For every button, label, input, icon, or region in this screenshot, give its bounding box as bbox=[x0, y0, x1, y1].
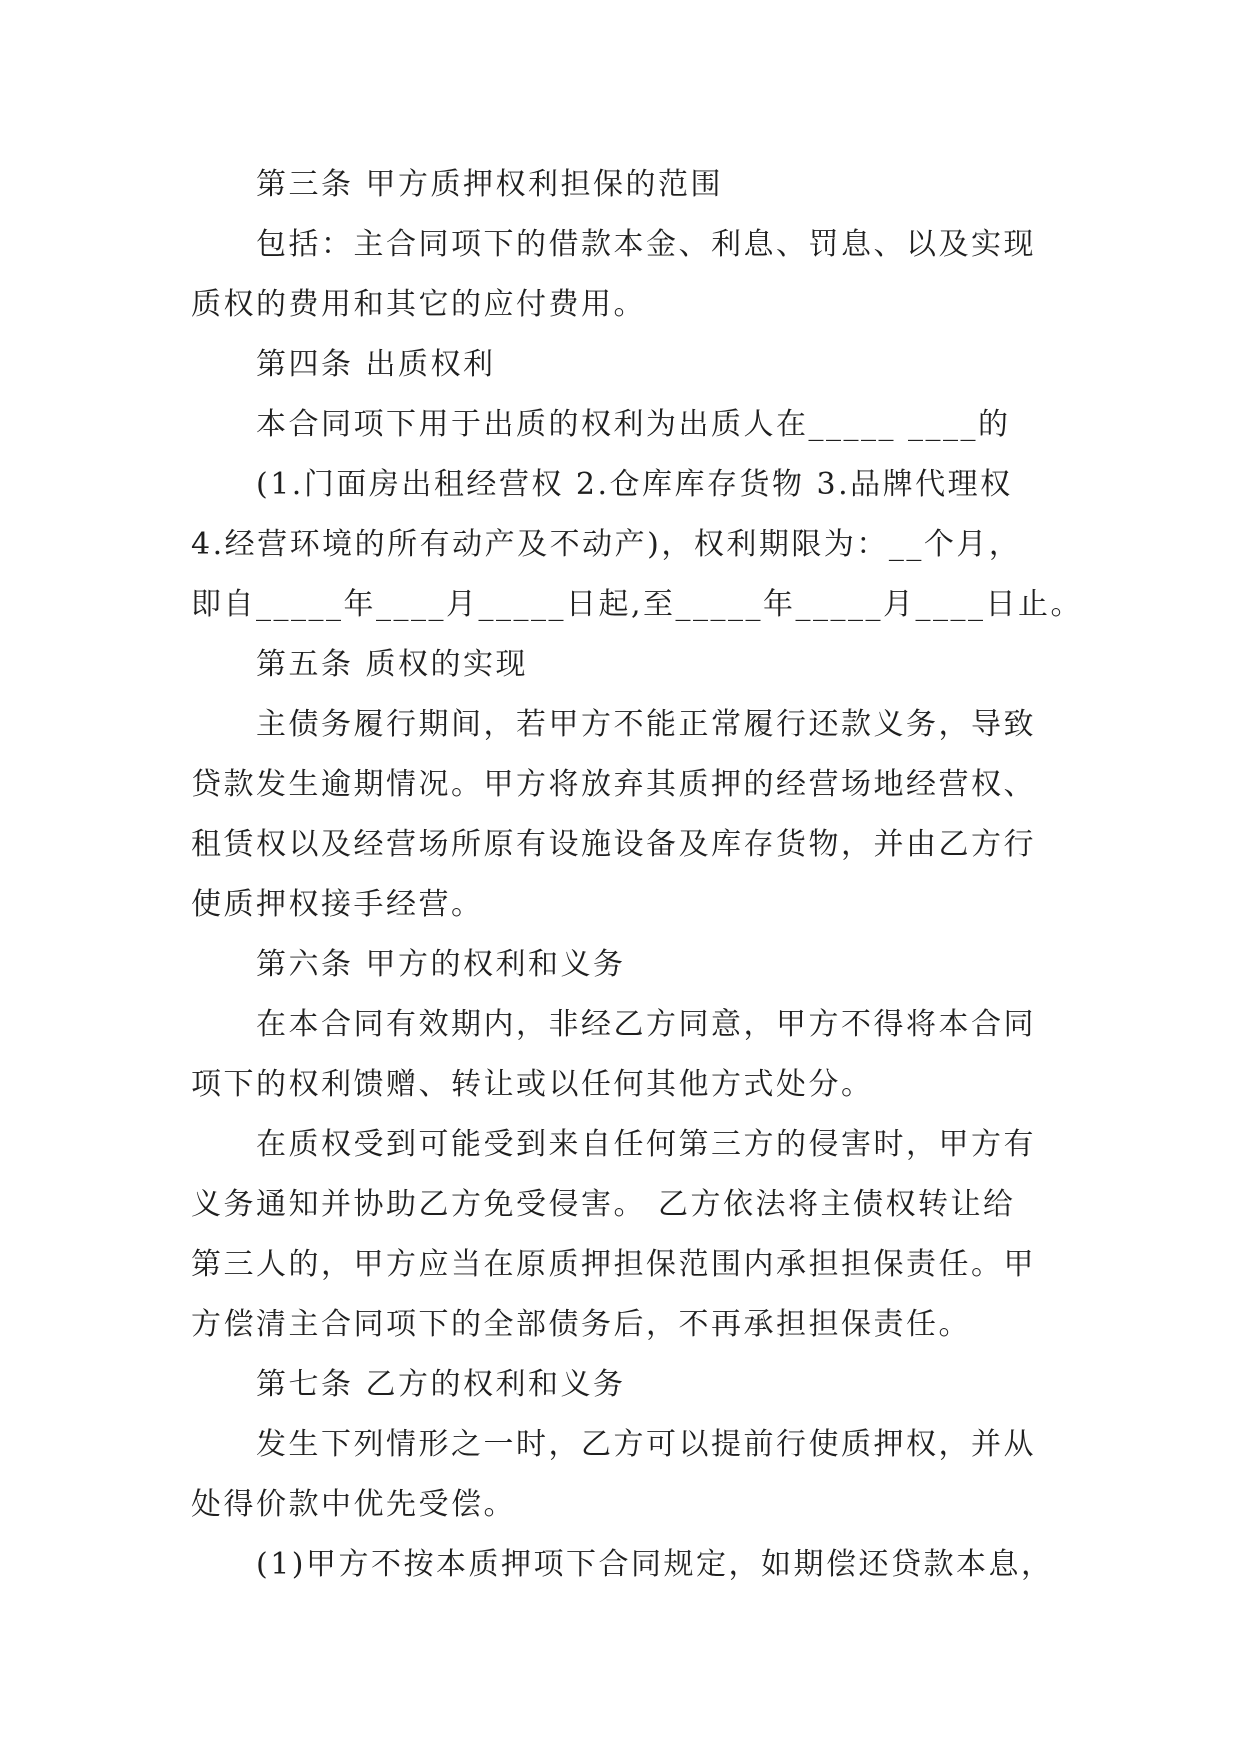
text-line: 本合同项下用于出质的权利为出质人在_____ ____的 bbox=[256, 407, 1011, 442]
text-line: (1)甲方不按本质押项下合同规定，如期偿还贷款本息， bbox=[256, 1547, 1054, 1582]
text-line: 方偿清主合同项下的全部债务后，不再承担担保责任。 bbox=[191, 1307, 971, 1342]
text-line: (1.门面房出租经营权 2.仓库库存货物 3.品牌代理权 bbox=[256, 467, 1013, 502]
article-6-heading: 第六条 甲方的权利和义务 bbox=[256, 947, 626, 982]
text-line: 在本合同有效期内，非经乙方同意，甲方不得将本合同 bbox=[256, 1007, 1036, 1042]
text-line: 项下的权利馈赠、转让或以任何其他方式处分。 bbox=[191, 1067, 874, 1102]
text-line: 贷款发生逾期情况。甲方将放弃其质押的经营场地经营权、 bbox=[191, 767, 1036, 802]
article-3-heading: 第三条 甲方质押权利担保的范围 bbox=[256, 167, 724, 202]
text-line: 即自_____年____月_____日起,至_____年_____月____日止。 bbox=[191, 587, 1084, 622]
text-line: 处得价款中优先受偿。 bbox=[191, 1487, 516, 1522]
text-line: 发生下列情形之一时，乙方可以提前行使质押权，并从 bbox=[256, 1427, 1036, 1462]
article-7-heading: 第七条 乙方的权利和义务 bbox=[256, 1367, 626, 1402]
text-line: 包括：主合同项下的借款本金、利息、罚息、以及实现 bbox=[256, 227, 1036, 262]
article-4-heading: 第四条 出质权利 bbox=[256, 347, 496, 382]
text-line: 使质押权接手经营。 bbox=[191, 887, 484, 922]
text-line: 4.经营环境的所有动产及不动产)，权利期限为：__个月， bbox=[191, 527, 1022, 562]
article-5-heading: 第五条 质权的实现 bbox=[256, 647, 529, 682]
text-line: 租赁权以及经营场所原有设施设备及库存货物，并由乙方行 bbox=[191, 827, 1036, 862]
text-line: 第三人的，甲方应当在原质押担保范围内承担担保责任。甲 bbox=[191, 1247, 1036, 1282]
text-line: 质权的费用和其它的应付费用。 bbox=[191, 287, 646, 322]
text-line: 义务通知并协助乙方免受侵害。 乙方依法将主债权转让给 bbox=[191, 1187, 1016, 1222]
text-line: 主债务履行期间，若甲方不能正常履行还款义务，导致 bbox=[256, 707, 1036, 742]
text-line: 在质权受到可能受到来自任何第三方的侵害时，甲方有 bbox=[256, 1127, 1036, 1162]
